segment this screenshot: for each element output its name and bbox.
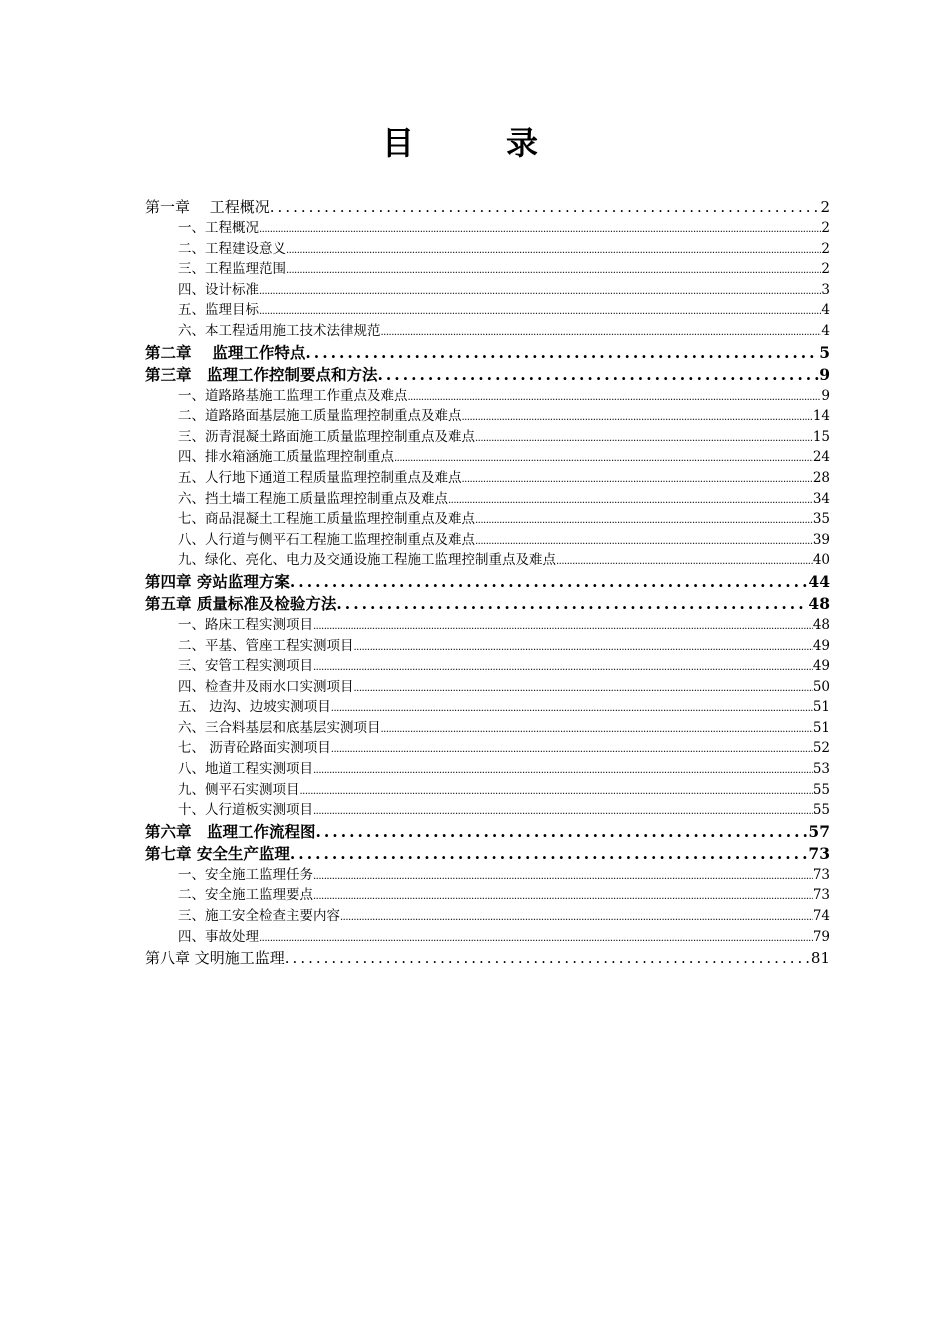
- toc-entry-label: 第二章 监理工作特点: [145, 342, 306, 362]
- toc-chapter-entry[interactable]: [145, 843, 830, 865]
- dot-leader: [381, 720, 813, 739]
- dot-leader: [313, 761, 813, 780]
- toc-section-entry[interactable]: [145, 489, 830, 510]
- toc-entry-label: 四、事故处理: [178, 928, 259, 945]
- toc-page-number: 9: [819, 364, 830, 384]
- toc-page-number: 51: [812, 719, 830, 736]
- toc-page-number: 15: [812, 428, 830, 445]
- toc-entry-label: 八、地道工程实测项目: [178, 761, 313, 778]
- dot-leader: [354, 679, 813, 698]
- dot-leader: [448, 491, 813, 510]
- table-of-contents: [145, 196, 830, 969]
- toc-section-entry[interactable]: [145, 865, 830, 886]
- toc-entry-label: 八、人行道与侧平石工程施工监理控制重点及难点: [178, 531, 475, 548]
- toc-entry-label: 九、绿化、亮化、电力及交通设施工程施工监理控制重点及难点: [178, 552, 556, 569]
- toc-entry-label: 七、 沥青砼路面实测项目: [178, 740, 331, 757]
- toc-section-entry[interactable]: [145, 509, 830, 530]
- dot-leader: [259, 282, 821, 301]
- toc-page-number: 3: [821, 281, 830, 298]
- toc-section-entry[interactable]: [145, 636, 830, 657]
- toc-entry-label: 三、沥青混凝土路面施工质量监理控制重点及难点: [178, 428, 475, 445]
- toc-entry-label: 一、道路路基施工监理工作重点及难点: [178, 387, 408, 404]
- toc-entry-label: 九、侧平石实测项目: [178, 781, 300, 798]
- toc-section-entry[interactable]: [145, 259, 830, 280]
- dot-leader: [354, 638, 813, 657]
- page-title: 目 录: [381, 124, 568, 162]
- toc-entry-label: 四、设计标准: [178, 281, 259, 298]
- dot-leader: [259, 302, 821, 321]
- toc-entry-label: 一、工程概况: [178, 220, 259, 236]
- dot-leader: [316, 821, 809, 843]
- dot-leader: [408, 388, 822, 407]
- dot-leader: [286, 241, 821, 260]
- toc-page-number: 14: [812, 408, 830, 425]
- toc-page-number: 2: [821, 240, 830, 257]
- dot-leader: [331, 740, 813, 759]
- toc-entry-label: 六、本工程适用施工技术法律规范: [178, 322, 381, 339]
- dot-leader: [394, 449, 813, 468]
- toc-page-number: 9: [821, 387, 830, 404]
- dot-leader: [378, 364, 820, 386]
- toc-page-number: 2: [821, 261, 830, 278]
- toc-section-entry[interactable]: [145, 780, 830, 801]
- toc-section-entry[interactable]: [145, 427, 830, 448]
- toc-section-entry[interactable]: [145, 677, 830, 698]
- toc-page-number: 73: [812, 866, 830, 883]
- toc-page-number: 57: [808, 821, 830, 841]
- toc-page-number: 4: [821, 322, 830, 339]
- toc-page-number: 4: [821, 302, 830, 319]
- toc-entry-label: 一、路床工程实测项目: [178, 616, 313, 633]
- toc-entry-label: 四、排水箱涵施工质量监理控制重点: [178, 449, 394, 466]
- toc-entry-label: 二、安全施工监理要点: [178, 887, 313, 904]
- toc-entry-label: 五、监理目标: [178, 302, 259, 319]
- dot-leader: [462, 408, 813, 427]
- toc-page-number: 48: [808, 593, 830, 613]
- toc-section-entry[interactable]: [145, 697, 830, 718]
- toc-section-entry[interactable]: [145, 280, 830, 301]
- toc-entry-label: 第一章 工程概况: [145, 198, 270, 216]
- toc-entry-label: 二、平基、管座工程实测项目: [178, 637, 354, 654]
- toc-entry-label: 一、安全施工监理任务: [178, 866, 313, 883]
- toc-page-number: 49: [812, 637, 830, 654]
- dot-leader: [313, 617, 813, 636]
- dot-leader: [270, 196, 821, 218]
- toc-entry-label: 三、施工安全检查主要内容: [178, 908, 340, 925]
- toc-section-entry[interactable]: [145, 447, 830, 468]
- toc-page-number: 55: [812, 781, 830, 798]
- dot-leader: [285, 947, 811, 969]
- toc-page-number: 74: [812, 908, 830, 925]
- toc-entry-label: 六、挡土墙工程施工质量监理控制重点及难点: [178, 490, 448, 507]
- toc-entry-label: 二、工程建设意义: [178, 240, 286, 257]
- toc-section-entry[interactable]: [145, 406, 830, 427]
- toc-page-number: 52: [812, 740, 830, 757]
- dot-leader: [381, 323, 822, 342]
- dot-leader: [313, 867, 813, 886]
- toc-entry-label: 第五章 质量标准及检验方法: [145, 593, 337, 613]
- toc-chapter-entry[interactable]: [145, 342, 830, 364]
- toc-entry-label: 五、人行地下通道工程质量监理控制重点及难点: [178, 469, 462, 486]
- toc-section-entry[interactable]: [145, 738, 830, 759]
- toc-entry-label: 三、安管工程实测项目: [178, 658, 313, 675]
- toc-page-number: 44: [808, 571, 830, 591]
- dot-leader: [475, 511, 813, 530]
- dot-leader: [290, 843, 809, 865]
- toc-page-number: 5: [819, 342, 830, 362]
- toc-page-number: 73: [808, 843, 830, 863]
- toc-page-number: 28: [812, 469, 830, 486]
- toc-section-entry[interactable]: [145, 800, 830, 821]
- toc-section-entry[interactable]: [145, 530, 830, 551]
- dot-leader: [313, 887, 813, 906]
- toc-section-entry[interactable]: [145, 300, 830, 321]
- toc-section-entry[interactable]: [145, 386, 830, 407]
- dot-leader: [259, 929, 813, 948]
- toc-entry-label: 第八章 文明施工监理: [145, 949, 285, 968]
- dot-leader: [259, 220, 821, 239]
- dot-leader: [313, 802, 813, 821]
- toc-section-entry[interactable]: [145, 656, 830, 677]
- dot-leader: [290, 571, 809, 593]
- dot-leader: [313, 658, 813, 677]
- toc-section-entry[interactable]: [145, 239, 830, 260]
- toc-page-number: 39: [812, 531, 830, 548]
- dot-leader: [340, 908, 813, 927]
- toc-page-number: 48: [812, 616, 830, 633]
- toc-page-number: 51: [812, 699, 830, 716]
- toc-entry-label: 第六章 监理工作流程图: [145, 821, 316, 841]
- dot-leader: [336, 593, 808, 615]
- toc-page-number: 81: [810, 949, 830, 968]
- toc-entry-label: 四、检查井及雨水口实测项目: [178, 678, 354, 695]
- toc-section-entry[interactable]: [145, 718, 830, 739]
- toc-page-number: 35: [812, 511, 830, 528]
- toc-entry-label: 第四章 旁站监理方案: [145, 571, 290, 591]
- toc-section-entry[interactable]: [145, 906, 830, 927]
- toc-page-number: 40: [812, 552, 830, 569]
- toc-entry-label: 七、商品混凝土工程施工质量监理控制重点及难点: [178, 511, 475, 528]
- toc-chapter-entry[interactable]: [145, 364, 830, 386]
- toc-page-number: 79: [812, 928, 830, 945]
- toc-page-number: 49: [812, 658, 830, 675]
- toc-page-number: 55: [812, 802, 830, 819]
- dot-leader: [300, 782, 813, 801]
- toc-section-entry[interactable]: [145, 468, 830, 489]
- toc-chapter-entry[interactable]: [145, 593, 830, 615]
- toc-page-number: 34: [812, 490, 830, 507]
- toc-section-entry[interactable]: [145, 218, 830, 239]
- toc-page-number: 2: [820, 198, 830, 216]
- toc-entry-label: 五、 边沟、边坡实测项目: [178, 699, 331, 716]
- toc-page-number: 24: [812, 449, 830, 466]
- toc-entry-label: 第七章 安全生产监理: [145, 843, 290, 863]
- toc-entry-label: 二、道路路面基层施工质量监理控制重点及难点: [178, 408, 462, 425]
- toc-section-entry[interactable]: [145, 321, 830, 342]
- toc-entry-label: 六、三合料基层和底基层实测项目: [178, 719, 381, 736]
- toc-section-entry[interactable]: [145, 615, 830, 636]
- dot-leader: [475, 429, 813, 448]
- toc-section-entry[interactable]: [145, 759, 830, 780]
- toc-chapter-entry[interactable]: [145, 821, 830, 843]
- dot-leader: [305, 342, 819, 364]
- toc-chapter-entry[interactable]: [145, 947, 830, 969]
- toc-section-entry[interactable]: [145, 885, 830, 906]
- toc-section-entry[interactable]: [145, 927, 830, 948]
- dot-leader: [331, 699, 813, 718]
- dot-leader: [556, 552, 813, 571]
- toc-entry-label: 三、工程监理范围: [178, 261, 286, 278]
- toc-chapter-entry[interactable]: [145, 571, 830, 593]
- toc-entry-label: 第三章 监理工作控制要点和方法: [145, 364, 378, 384]
- toc-page-number: 50: [812, 678, 830, 695]
- toc-page-number: 73: [812, 887, 830, 904]
- dot-leader: [462, 470, 813, 489]
- dot-leader: [475, 532, 813, 551]
- toc-page-number: 2: [821, 220, 830, 236]
- dot-leader: [286, 261, 821, 280]
- toc-chapter-entry[interactable]: [145, 196, 830, 218]
- toc-page-number: 53: [812, 761, 830, 778]
- toc-entry-label: 十、人行道板实测项目: [178, 802, 313, 819]
- toc-section-entry[interactable]: [145, 550, 830, 571]
